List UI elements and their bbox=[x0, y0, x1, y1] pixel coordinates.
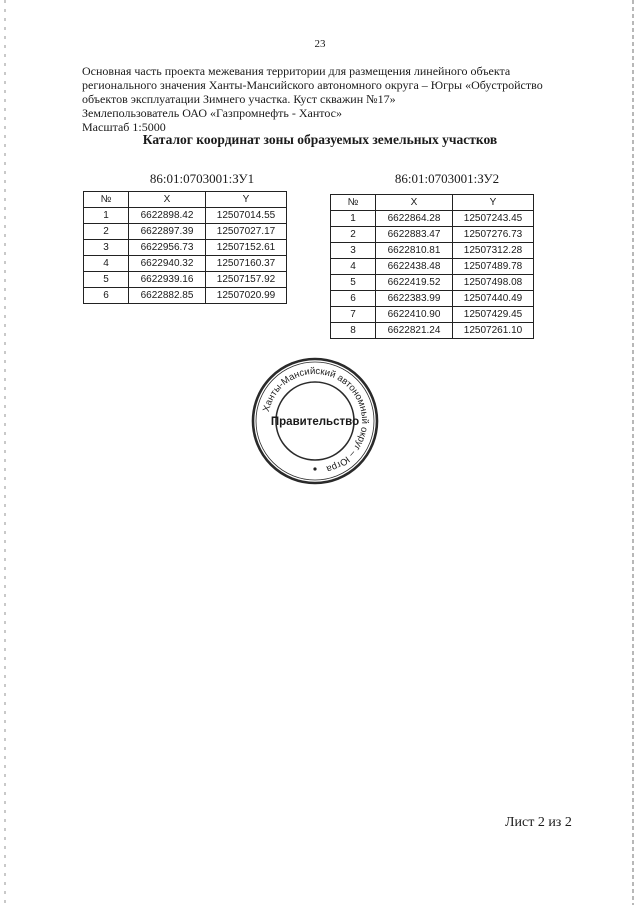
column-header-number: № bbox=[331, 195, 376, 211]
point-number: 6 bbox=[331, 291, 376, 307]
x-coordinate: 6622940.32 bbox=[129, 256, 206, 272]
table-row bbox=[84, 288, 287, 304]
header-line: Основная часть проекта межевания территории для размещения линейного объекта bbox=[82, 64, 511, 78]
point-number: 3 bbox=[331, 243, 376, 259]
y-coordinate: 12507243.45 bbox=[453, 211, 534, 227]
table-row bbox=[84, 272, 287, 288]
column-header-y: Y bbox=[206, 192, 287, 208]
y-coordinate: 12507152.61 bbox=[206, 240, 287, 256]
y-coordinate: 12507489.78 bbox=[453, 259, 534, 275]
catalog-title: Каталог координат зоны образуемых земельных участков bbox=[142, 132, 498, 147]
point-number: 1 bbox=[331, 211, 376, 227]
x-coordinate: 6622864.28 bbox=[376, 211, 453, 227]
x-coordinate: 6622898.42 bbox=[129, 208, 206, 224]
table-row bbox=[331, 291, 534, 307]
seal-dot bbox=[313, 467, 316, 470]
x-coordinate: 6622383.99 bbox=[376, 291, 453, 307]
table-row bbox=[331, 307, 534, 323]
table-row bbox=[331, 275, 534, 291]
y-coordinate: 12507157.92 bbox=[206, 272, 287, 288]
y-coordinate: 12507440.49 bbox=[453, 291, 534, 307]
coordinates-table-zu2 bbox=[330, 194, 534, 339]
y-coordinate: 12507498.08 bbox=[453, 275, 534, 291]
official-seal bbox=[250, 356, 380, 486]
seal-ring-text: Ханты-Мансийский автономный округ – Югра bbox=[260, 365, 371, 475]
y-coordinate: 12507429.45 bbox=[453, 307, 534, 323]
point-number: 2 bbox=[84, 224, 129, 240]
point-number: 5 bbox=[331, 275, 376, 291]
table-row bbox=[331, 211, 534, 227]
seal-center-text: Правительство bbox=[270, 416, 360, 428]
x-coordinate: 6622419.52 bbox=[376, 275, 453, 291]
header-line: регионального значения Ханты-Мансийского автономного округа – Югры «Обустройство bbox=[82, 78, 543, 92]
column-header-y: Y bbox=[453, 195, 534, 211]
table-row bbox=[331, 259, 534, 275]
x-coordinate: 6622410.90 bbox=[376, 307, 453, 323]
table-row bbox=[331, 323, 534, 339]
point-number: 4 bbox=[331, 259, 376, 275]
sheet-label: Лист 2 из 2 bbox=[505, 815, 572, 830]
x-coordinate: 6622897.39 bbox=[129, 224, 206, 240]
y-coordinate: 12507027.17 bbox=[206, 224, 287, 240]
y-coordinate: 12507014.55 bbox=[206, 208, 287, 224]
x-coordinate: 6622438.48 bbox=[376, 259, 453, 275]
page-number: 23 bbox=[314, 38, 326, 50]
table-row bbox=[84, 256, 287, 272]
coordinates-table-zu1 bbox=[83, 191, 287, 304]
table-row bbox=[84, 224, 287, 240]
y-coordinate: 12507312.28 bbox=[453, 243, 534, 259]
x-coordinate: 6622939.16 bbox=[129, 272, 206, 288]
table-row bbox=[331, 243, 534, 259]
table-row bbox=[84, 240, 287, 256]
header-line: объектов эксплуатации Зимнего участка. Куст скважин №17» bbox=[82, 92, 396, 106]
x-coordinate: 6622883.47 bbox=[376, 227, 453, 243]
plot-title-zu1: 86:01:0703001:ЗУ1 bbox=[149, 171, 255, 186]
table-row bbox=[331, 227, 534, 243]
y-coordinate: 12507276.73 bbox=[453, 227, 534, 243]
point-number: 1 bbox=[84, 208, 129, 224]
column-header-x: X bbox=[129, 192, 206, 208]
point-number: 4 bbox=[84, 256, 129, 272]
table-header-row bbox=[331, 195, 534, 211]
land-user-line: Землепользователь ОАО «Газпромнефть - Хантос» bbox=[82, 106, 342, 120]
table-row bbox=[84, 208, 287, 224]
point-number: 7 bbox=[331, 307, 376, 323]
point-number: 3 bbox=[84, 240, 129, 256]
point-number: 6 bbox=[84, 288, 129, 304]
column-header-x: X bbox=[376, 195, 453, 211]
x-coordinate: 6622810.81 bbox=[376, 243, 453, 259]
point-number: 2 bbox=[331, 227, 376, 243]
y-coordinate: 12507020.99 bbox=[206, 288, 287, 304]
x-coordinate: 6622882.85 bbox=[129, 288, 206, 304]
x-coordinate: 6622821.24 bbox=[376, 323, 453, 339]
point-number: 8 bbox=[331, 323, 376, 339]
y-coordinate: 12507160.37 bbox=[206, 256, 287, 272]
point-number: 5 bbox=[84, 272, 129, 288]
plot-title-zu2: 86:01:0703001:ЗУ2 bbox=[394, 171, 500, 186]
x-coordinate: 6622956.73 bbox=[129, 240, 206, 256]
y-coordinate: 12507261.10 bbox=[453, 323, 534, 339]
document-header bbox=[82, 64, 552, 134]
table-header-row bbox=[84, 192, 287, 208]
scale-line: Масштаб 1:5000 bbox=[82, 120, 166, 134]
column-header-number: № bbox=[84, 192, 129, 208]
